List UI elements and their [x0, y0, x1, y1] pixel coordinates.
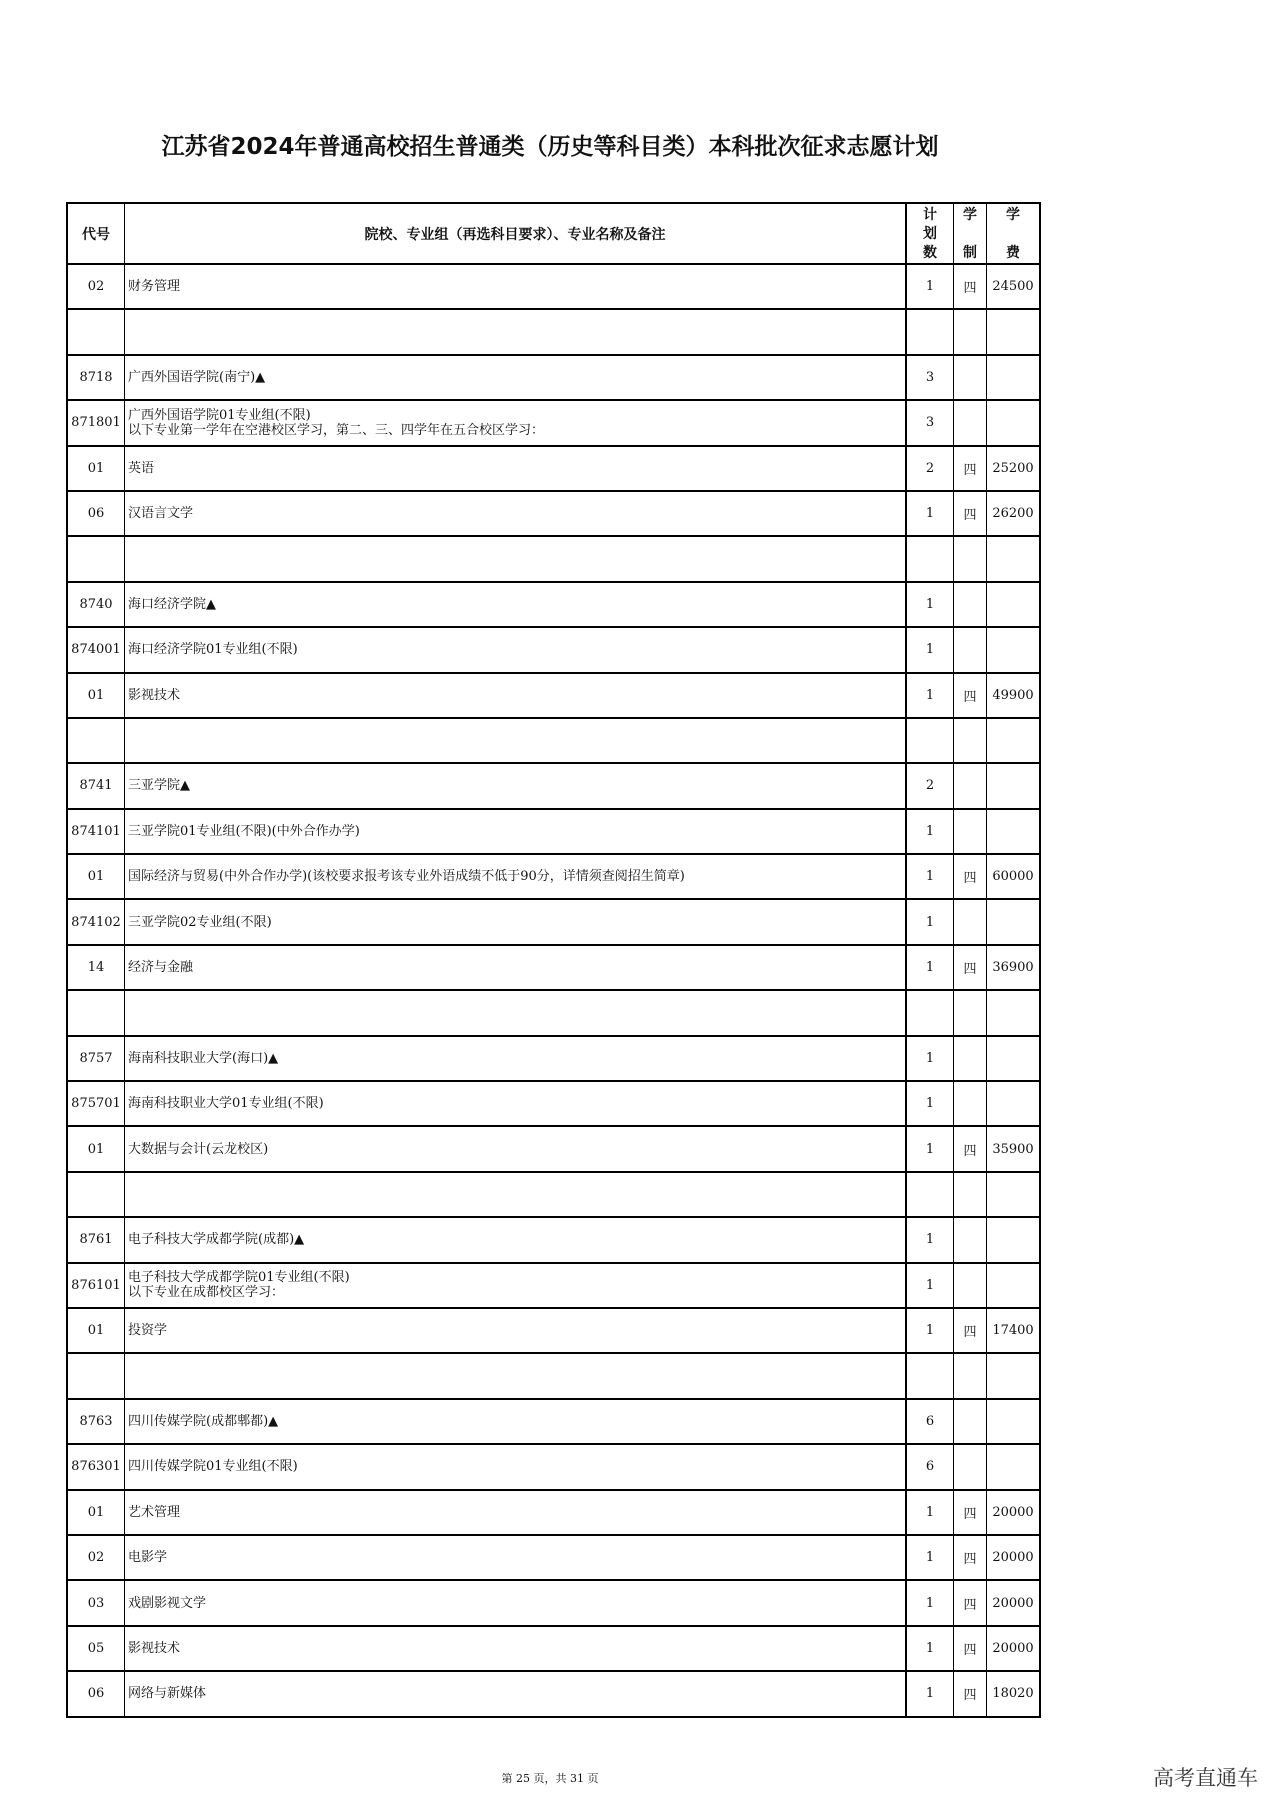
cell-name-line: 戏剧影视文学: [128, 1595, 207, 1611]
cell-name-line: 投资学: [128, 1323, 168, 1339]
header-plan-char-3: 数: [923, 244, 937, 261]
cell-name: [125, 763, 907, 808]
cell-name-line: 影视技术: [128, 687, 181, 703]
cell-name-line: 三亚学院▲: [128, 778, 190, 794]
cell-plan: 1: [906, 264, 954, 309]
table-row: [67, 582, 1040, 627]
header-system-char-1: 学: [963, 206, 977, 223]
cell-system: [954, 1353, 987, 1398]
cell-name-line: 四川传媒学院01专业组(不限): [128, 1459, 298, 1475]
cell-plan: [906, 1353, 954, 1398]
cell-code: 01: [67, 1126, 125, 1171]
cell-fee: 20000: [987, 1490, 1041, 1535]
cell-code: [67, 1353, 125, 1398]
header-fee-char-1: 学: [1006, 206, 1020, 223]
cell-name: [125, 945, 907, 990]
cell-system: [954, 536, 987, 581]
table-row: [67, 627, 1040, 672]
cell-code: 02: [67, 1535, 125, 1580]
cell-name-line: 海口经济学院▲: [128, 596, 216, 612]
cell-name-line: 国际经济与贸易(中外合作办学)(该校要求报考该专业外语成绩不低于90分，详情须查阅招生简章): [128, 869, 685, 885]
cell-fee: [987, 1353, 1041, 1398]
cell-name-line: 影视技术: [128, 1640, 181, 1656]
table-body: [67, 264, 1040, 1717]
cell-system: 四: [954, 1535, 987, 1580]
cell-name-line: 艺术管理: [128, 1504, 181, 1520]
cell-code: [67, 309, 125, 354]
cell-code: 8718: [67, 355, 125, 400]
cell-system: [954, 809, 987, 854]
cell-fee: [987, 627, 1041, 672]
header-name: 院校、专业组（再选科目要求）、专业名称及备注: [125, 203, 907, 264]
header-system: [954, 203, 987, 264]
table-row: [67, 1126, 1040, 1171]
table-row: [67, 1535, 1040, 1580]
cell-name: [125, 1308, 907, 1353]
cell-name: [125, 1490, 907, 1535]
cell-system: 四: [954, 854, 987, 899]
header-fee: [987, 203, 1041, 264]
cell-fee: [987, 763, 1041, 808]
cell-name: [125, 809, 907, 854]
cell-system: 四: [954, 1671, 987, 1716]
cell-fee: [987, 718, 1041, 763]
table-row: [67, 990, 1040, 1035]
cell-fee: 36900: [987, 945, 1041, 990]
cell-fee: 20000: [987, 1626, 1041, 1671]
cell-plan: [906, 718, 954, 763]
cell-name: [125, 1263, 907, 1308]
table-row: [67, 1444, 1040, 1489]
cell-name-line: 大数据与会计(云龙校区): [128, 1141, 269, 1157]
cell-code: 8741: [67, 763, 125, 808]
cell-plan: 1: [906, 627, 954, 672]
watermark: 高考直通车: [1153, 1766, 1258, 1790]
cell-system: [954, 899, 987, 944]
cell-plan: 1: [906, 1490, 954, 1535]
cell-code: 01: [67, 673, 125, 718]
cell-code: 8763: [67, 1399, 125, 1444]
cell-name-line: 海南科技职业大学01专业组(不限): [128, 1096, 324, 1112]
cell-fee: [987, 899, 1041, 944]
enrollment-plan-table: [66, 202, 1041, 1718]
cell-fee: [987, 355, 1041, 400]
table-row: [67, 1036, 1040, 1081]
table-row: [67, 309, 1040, 354]
cell-system: [954, 763, 987, 808]
cell-system: 四: [954, 1490, 987, 1535]
cell-code: 874101: [67, 809, 125, 854]
table-row: [67, 809, 1040, 854]
table-row: [67, 1626, 1040, 1671]
cell-fee: [987, 582, 1041, 627]
cell-system: 四: [954, 446, 987, 491]
cell-code: [67, 536, 125, 581]
cell-name: [125, 1580, 907, 1625]
cell-name: [125, 1444, 907, 1489]
cell-name: [125, 627, 907, 672]
cell-fee: 24500: [987, 264, 1041, 309]
cell-plan: 3: [906, 355, 954, 400]
cell-plan: 1: [906, 1036, 954, 1081]
cell-name: [125, 1626, 907, 1671]
cell-plan: 1: [906, 1081, 954, 1126]
cell-name: [125, 1126, 907, 1171]
table-row: [67, 899, 1040, 944]
cell-code: 876301: [67, 1444, 125, 1489]
cell-name-line: 财务管理: [128, 279, 181, 295]
cell-plan: [906, 536, 954, 581]
cell-code: 875701: [67, 1081, 125, 1126]
cell-plan: 1: [906, 1626, 954, 1671]
cell-system: 四: [954, 264, 987, 309]
cell-name-line: 电影学: [128, 1550, 168, 1566]
table-row: [67, 491, 1040, 536]
cell-fee: 26200: [987, 491, 1041, 536]
cell-name: [125, 536, 907, 581]
cell-code: [67, 1172, 125, 1217]
cell-name-line: 四川传媒学院(成都郫都)▲: [128, 1413, 279, 1429]
cell-fee: [987, 400, 1041, 445]
header-system-char-2: 制: [963, 244, 977, 261]
cell-system: 四: [954, 1580, 987, 1625]
header-plan-char-2: 划: [923, 225, 937, 242]
cell-system: 四: [954, 673, 987, 718]
cell-code: 06: [67, 491, 125, 536]
cell-name: [125, 264, 907, 309]
cell-name-line: 广西外国语学院(南宁)▲: [128, 369, 266, 385]
cell-name-line: 三亚学院01专业组(不限)(中外合作办学): [128, 823, 360, 839]
cell-system: [954, 400, 987, 445]
cell-code: [67, 990, 125, 1035]
cell-name-line: 英语: [128, 460, 155, 476]
cell-code: 02: [67, 264, 125, 309]
cell-code: 874102: [67, 899, 125, 944]
cell-fee: [987, 1217, 1041, 1262]
cell-plan: 3: [906, 400, 954, 445]
cell-system: [954, 990, 987, 1035]
cell-plan: 1: [906, 945, 954, 990]
cell-plan: 1: [906, 1580, 954, 1625]
cell-system: 四: [954, 945, 987, 990]
cell-system: [954, 1444, 987, 1489]
table-header-row: [67, 203, 1040, 264]
cell-code: 8757: [67, 1036, 125, 1081]
cell-fee: [987, 536, 1041, 581]
cell-plan: [906, 309, 954, 354]
cell-system: [954, 309, 987, 354]
table-row: [67, 446, 1040, 491]
cell-name: [125, 1535, 907, 1580]
table-row: [67, 763, 1040, 808]
table-row: [67, 1353, 1040, 1398]
cell-name-line: 广西外国语学院01专业组(不限): [128, 407, 311, 423]
page-title: 江苏省2024年普通高校招生普通类（历史等科目类）本科批次征求志愿计划: [161, 134, 939, 160]
cell-name: [125, 355, 907, 400]
cell-system: [954, 1081, 987, 1126]
cell-fee: 49900: [987, 673, 1041, 718]
cell-fee: 60000: [987, 854, 1041, 899]
cell-fee: 20000: [987, 1580, 1041, 1625]
cell-code: 871801: [67, 400, 125, 445]
table-row: [67, 1217, 1040, 1262]
cell-name: [125, 1081, 907, 1126]
table-row: [67, 1580, 1040, 1625]
table-row: [67, 355, 1040, 400]
cell-name: [125, 400, 907, 445]
cell-plan: 1: [906, 1535, 954, 1580]
cell-system: [954, 582, 987, 627]
table-row: [67, 264, 1040, 309]
cell-plan: 6: [906, 1399, 954, 1444]
cell-plan: [906, 1172, 954, 1217]
cell-code: 8740: [67, 582, 125, 627]
cell-name: [125, 673, 907, 718]
cell-name-line: 电子科技大学成都学院01专业组(不限): [128, 1270, 350, 1286]
cell-system: [954, 1399, 987, 1444]
cell-system: 四: [954, 491, 987, 536]
cell-code: 876101: [67, 1263, 125, 1308]
cell-system: [954, 627, 987, 672]
cell-code: 01: [67, 1308, 125, 1353]
cell-name: [125, 1353, 907, 1398]
cell-code: 03: [67, 1580, 125, 1625]
cell-plan: 1: [906, 673, 954, 718]
cell-plan: [906, 990, 954, 1035]
cell-name: [125, 446, 907, 491]
cell-plan: 1: [906, 1671, 954, 1716]
table-row: [67, 1671, 1040, 1716]
cell-plan: 6: [906, 1444, 954, 1489]
cell-name: [125, 854, 907, 899]
cell-code: 01: [67, 1490, 125, 1535]
cell-plan: 1: [906, 1217, 954, 1262]
cell-name-line: 电子科技大学成都学院(成都)▲: [128, 1232, 305, 1248]
cell-code: 01: [67, 854, 125, 899]
header-plan-char-1: 计: [923, 206, 937, 223]
cell-fee: 35900: [987, 1126, 1041, 1171]
cell-system: [954, 1036, 987, 1081]
cell-name-line: 汉语言文学: [128, 506, 194, 522]
cell-name: [125, 1172, 907, 1217]
cell-name: [125, 582, 907, 627]
cell-fee: [987, 1444, 1041, 1489]
cell-code: 874001: [67, 627, 125, 672]
cell-fee: 25200: [987, 446, 1041, 491]
cell-code: 05: [67, 1626, 125, 1671]
cell-fee: [987, 1036, 1041, 1081]
table-row: [67, 1308, 1040, 1353]
cell-system: [954, 1172, 987, 1217]
cell-name-line: 网络与新媒体: [128, 1686, 207, 1702]
cell-fee: [987, 1172, 1041, 1217]
cell-plan: 2: [906, 763, 954, 808]
table-row: [67, 945, 1040, 990]
cell-name-line: 以下专业第一学年在空港校区学习，第二、三、四学年在五合校区学习：: [128, 422, 545, 438]
cell-name: [125, 899, 907, 944]
cell-fee: [987, 1081, 1041, 1126]
cell-fee: [987, 309, 1041, 354]
table-row: [67, 1081, 1040, 1126]
cell-plan: 2: [906, 446, 954, 491]
cell-plan: 1: [906, 899, 954, 944]
cell-code: 01: [67, 446, 125, 491]
table-row: [67, 1490, 1040, 1535]
cell-system: [954, 1263, 987, 1308]
table-row: [67, 536, 1040, 581]
cell-system: 四: [954, 1126, 987, 1171]
cell-name-line: 以下专业在成都校区学习：: [128, 1285, 285, 1301]
header-fee-char-2: 费: [1006, 244, 1020, 261]
header-code: 代号: [67, 203, 125, 264]
cell-name-line: 海南科技职业大学(海口)▲: [128, 1050, 279, 1066]
cell-system: 四: [954, 1626, 987, 1671]
cell-code: [67, 718, 125, 763]
table-row: [67, 1399, 1040, 1444]
cell-name: [125, 309, 907, 354]
table-row: [67, 718, 1040, 763]
cell-plan: 1: [906, 809, 954, 854]
cell-fee: 20000: [987, 1535, 1041, 1580]
cell-name-line: 海口经济学院01专业组(不限): [128, 642, 298, 658]
cell-name: [125, 491, 907, 536]
cell-plan: 1: [906, 1126, 954, 1171]
cell-fee: [987, 809, 1041, 854]
cell-plan: 1: [906, 1263, 954, 1308]
table-row: [67, 1263, 1040, 1308]
cell-code: 06: [67, 1671, 125, 1716]
cell-system: [954, 1217, 987, 1262]
cell-plan: 1: [906, 854, 954, 899]
cell-fee: 17400: [987, 1308, 1041, 1353]
cell-name: [125, 1399, 907, 1444]
cell-plan: 1: [906, 491, 954, 536]
page-number: 第 25 页，共 31 页: [501, 1772, 599, 1785]
cell-name-line: 三亚学院02专业组(不限): [128, 914, 272, 930]
table-row: [67, 854, 1040, 899]
cell-system: 四: [954, 1308, 987, 1353]
table-row: [67, 1172, 1040, 1217]
cell-name: [125, 718, 907, 763]
cell-system: [954, 718, 987, 763]
cell-name: [125, 1036, 907, 1081]
table-row: [67, 673, 1040, 718]
cell-code: 8761: [67, 1217, 125, 1262]
cell-fee: [987, 1399, 1041, 1444]
table-row: [67, 400, 1040, 445]
cell-fee: [987, 990, 1041, 1035]
header-plan: [906, 203, 954, 264]
cell-name: [125, 990, 907, 1035]
cell-name-line: 经济与金融: [128, 960, 194, 976]
cell-name: [125, 1217, 907, 1262]
cell-plan: 1: [906, 582, 954, 627]
cell-system: [954, 355, 987, 400]
cell-code: 14: [67, 945, 125, 990]
cell-name: [125, 1671, 907, 1716]
cell-fee: [987, 1263, 1041, 1308]
cell-plan: 1: [906, 1308, 954, 1353]
cell-fee: 18020: [987, 1671, 1041, 1716]
